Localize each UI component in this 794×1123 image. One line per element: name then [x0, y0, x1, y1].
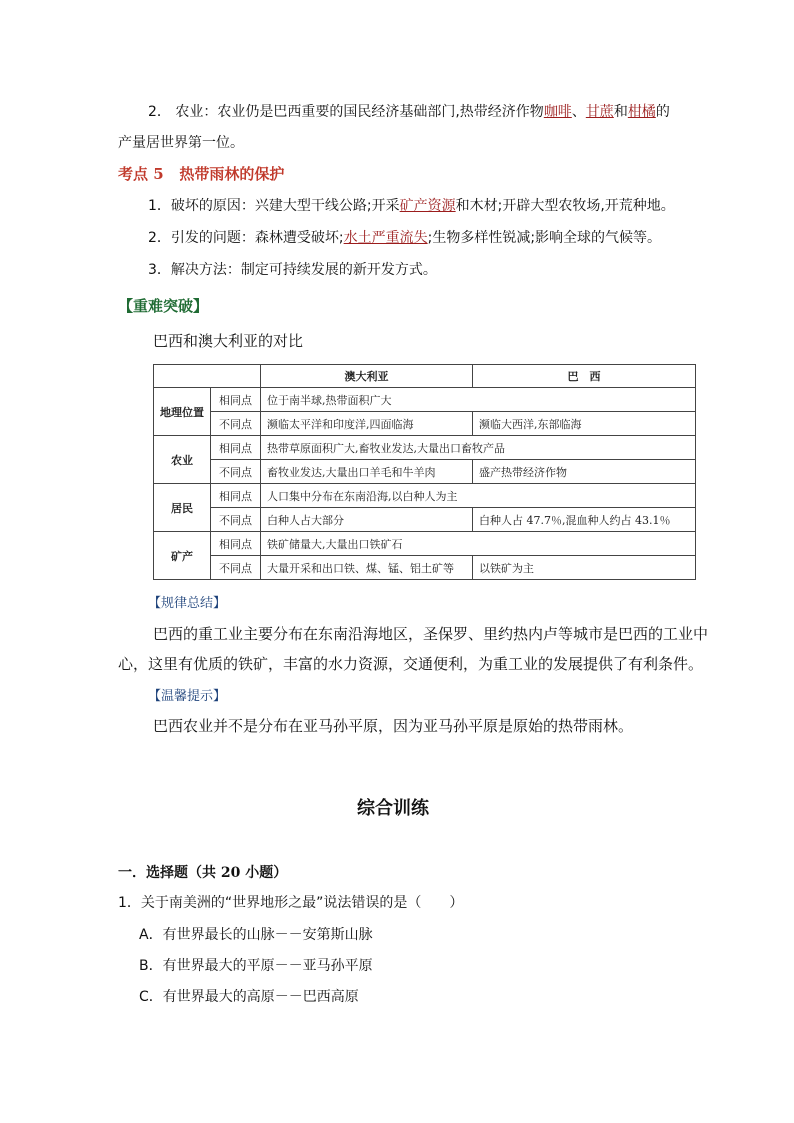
- table-category: 矿产: [154, 532, 211, 580]
- comparison-subtitle: 巴西和澳大利亚的对比: [153, 332, 304, 350]
- table-aus-cell: 白种人占大部分: [261, 508, 473, 532]
- comparison-table: [153, 364, 696, 580]
- option-b: B．有世界最大的平原－－亚马孙平原: [139, 958, 373, 974]
- table-row: [154, 412, 696, 436]
- table-same-label: 相同点: [211, 484, 261, 508]
- protect-item-2-text: 2．引发的问题：森林遭受破坏;: [148, 230, 344, 246]
- summary-line-1: 巴西的重工业主要分布在东南沿海地区，圣保罗、里约热内卢等城市是巴西的工业中: [153, 625, 709, 643]
- table-row: [154, 556, 696, 580]
- agri-line1-end: 的: [655, 104, 670, 120]
- table-same-cell: 铁矿储量大,大量出口铁矿石: [261, 532, 696, 556]
- agri-sep1: 、: [571, 104, 586, 120]
- tip-heading: 【温馨提示】: [148, 689, 227, 704]
- table-same-label: 相同点: [211, 388, 261, 412]
- table-aus-cell: 濒临太平洋和印度洋,四面临海: [261, 412, 473, 436]
- protect-item-1: [148, 196, 675, 216]
- option-a: A．有世界最长的山脉－－安第斯山脉: [139, 927, 373, 943]
- tip-line-1: 巴西农业并不是分布在亚马孙平原，因为亚马孙平原是原始的热带雨林。: [153, 717, 634, 735]
- summary-line-2: 心，这里有优质的铁矿，丰富的水力资源，交通便利，为重工业的发展提供了有利条件。: [118, 655, 704, 673]
- crop-sugarcane: 甘蔗: [585, 104, 614, 120]
- table-header-brazil: 巴 西: [473, 365, 696, 388]
- kaodian-heading: [118, 163, 284, 184]
- table-row: [154, 436, 696, 460]
- question-1: 1．关于南美洲的“世界地形之最”说法错误的是（ ）: [118, 895, 464, 911]
- crop-coffee: 咖啡: [543, 104, 572, 120]
- table-bra-cell: 盛产热带经济作物: [473, 460, 696, 484]
- protect-item-1-end: 和木材;开辟大型农牧场,开荒种地。: [455, 198, 675, 214]
- agri-sep2: 和: [613, 104, 628, 120]
- training-title: 综合训练: [357, 798, 429, 819]
- table-category: 地理位置: [154, 388, 211, 436]
- table-row: [154, 508, 696, 532]
- agri-line1-text: 2． 农业：农业仍是巴西重要的国民经济基础部门,热带经济作物: [148, 104, 544, 120]
- table-category: 居民: [154, 484, 211, 532]
- soil-erosion-link: 水土严重流失: [343, 230, 428, 246]
- table-row: [154, 532, 696, 556]
- table-row: [154, 388, 696, 412]
- table-row: [154, 460, 696, 484]
- table-bra-cell: 濒临大西洋,东部临海: [473, 412, 696, 436]
- table-aus-cell: 畜牧业发达,大量出口羊毛和牛羊肉: [261, 460, 473, 484]
- table-same-cell: 热带草原面积广大,畜牧业发达,大量出口畜牧产品: [261, 436, 696, 460]
- table-diff-label: 不同点: [211, 412, 261, 436]
- protect-item-3: 3．解决方法：制定可持续发展的新开发方式。: [148, 262, 437, 278]
- protect-item-2: [148, 228, 661, 248]
- table-diff-label: 不同点: [211, 508, 261, 532]
- table-diff-label: 不同点: [211, 460, 261, 484]
- table-bra-cell: 白种人占 47.7％,混血种人约占 43.1％: [473, 508, 696, 532]
- table-diff-label: 不同点: [211, 556, 261, 580]
- table-same-cell: 位于南半球,热带面积广大: [261, 388, 696, 412]
- agri-line1: [148, 102, 670, 122]
- table-same-label: 相同点: [211, 532, 261, 556]
- difficulty-heading: 【重难突破】: [118, 297, 209, 315]
- option-c: C．有世界最大的高原－－巴西高原: [139, 989, 359, 1005]
- kaodian-title: 热带雨林的保护: [179, 165, 285, 183]
- table-header-blank: [154, 365, 261, 388]
- kaodian-label: 考点 5: [118, 165, 164, 183]
- table-category: 农业: [154, 436, 211, 484]
- protect-item-2-end: ;生物多样性锐减;影响全球的气候等。: [427, 230, 662, 246]
- table-same-label: 相同点: [211, 436, 261, 460]
- crop-citrus: 柑橘: [627, 104, 656, 120]
- table-header-row: [154, 365, 696, 388]
- table-same-cell: 人口集中分布在东南沿海,以白种人为主: [261, 484, 696, 508]
- agri-line2: 产量居世界第一位。: [118, 135, 244, 151]
- table-aus-cell: 大量开采和出口铁、煤、锰、铝土矿等: [261, 556, 473, 580]
- table-header-australia: 澳大利亚: [261, 365, 473, 388]
- table-bra-cell: 以铁矿为主: [473, 556, 696, 580]
- mineral-resources-link: 矿产资源: [399, 198, 456, 214]
- section-heading: 一．选择题（共 20 小题）: [118, 865, 288, 881]
- summary-heading: 【规律总结】: [148, 596, 227, 611]
- protect-item-1-text: 1．破坏的原因：兴建大型干线公路;开采: [148, 198, 400, 214]
- table-row: [154, 484, 696, 508]
